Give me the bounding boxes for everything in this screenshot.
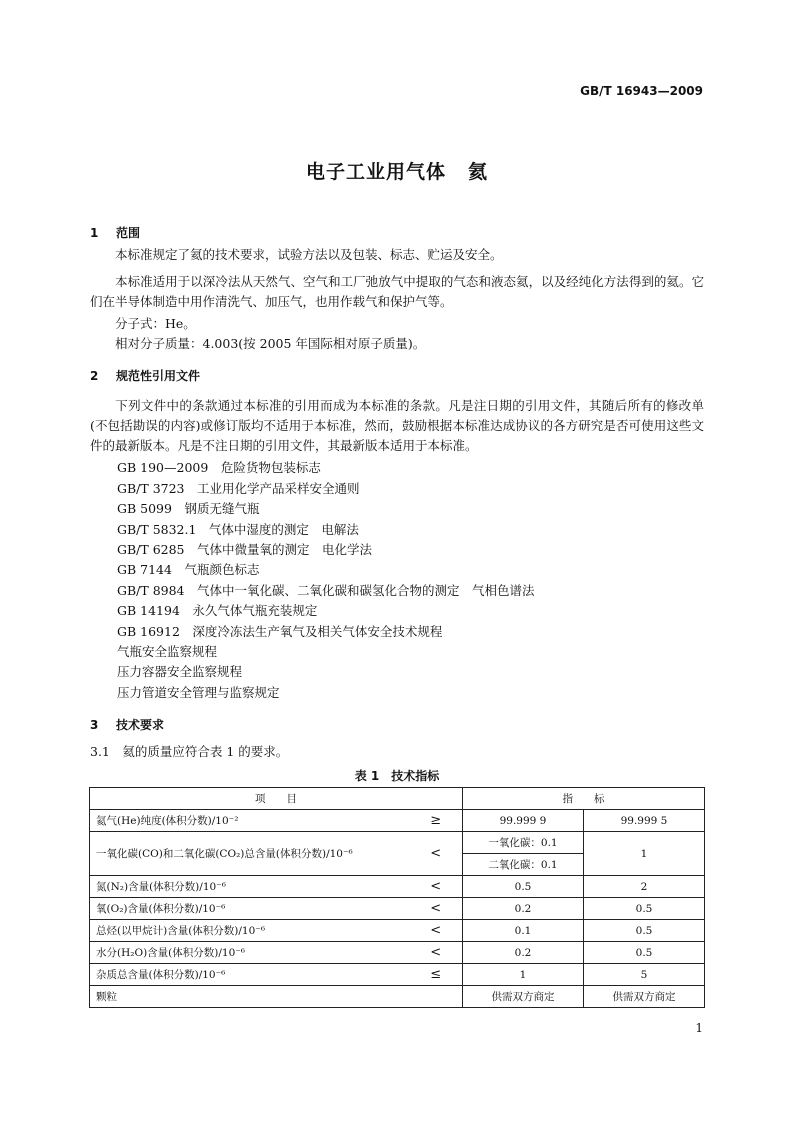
ref-item: GB/T 3723 工业用化学产品采样安全通则 (117, 481, 360, 496)
section-1-heading: 1 范围 (90, 226, 141, 240)
table-header-row (90, 788, 705, 810)
ref-item: GB/T 5832.1 气体中湿度的测定 电解法 (117, 522, 359, 537)
standard-code: GB/T 16943—2009 (580, 84, 703, 98)
scope-para-2: 本标准适用于以深冷法从天然气、空气和工厂弛放气中提取的气态和液态氦，以及经纯化方法得到的氦。它们在半导体制造中用作清洗气、加压气，也用作载气和保护气等。 (90, 274, 704, 309)
table-row: 颗粒 供需双方商定 供需双方商定 (90, 986, 705, 1008)
header-index: 指 标 (463, 788, 705, 810)
scope-para-1: 本标准规定了氦的技术要求，试验方法以及包装、标志、贮运及安全。 (115, 247, 503, 262)
scope-molar-mass: 相对分子质量：4.003(按 2005 年国际相对原子质量)。 (115, 336, 426, 351)
ref-item: 气瓶安全监察规程 (117, 644, 218, 659)
table-row: 氦气(He)纯度(体积分数)/10⁻² ≥ 99.999 9 99.999 5 (90, 810, 705, 832)
ref-item: 压力管道安全管理与监察规定 (117, 685, 280, 700)
table-row: 杂质总含量(体积分数)/10⁻⁶ ≤ 1 5 (90, 964, 705, 986)
clause-3-1: 3.1 氦的质量应符合表 1 的要求。 (90, 744, 289, 759)
page-number: 1 (695, 1021, 703, 1035)
table-row: 一氧化碳(CO)和二氧化碳(CO₂)总含量(体积分数)/10⁻⁶ < 一氧化碳：0.1 1 (90, 832, 705, 854)
ref-item: GB 14194 永久气体气瓶充装规定 (117, 603, 318, 618)
table-caption: 表 1 技术指标 (354, 769, 440, 783)
ref-item: GB 7144 气瓶颜色标志 (117, 562, 260, 577)
ref-item: GB/T 8984 气体中一氧化碳、二氧化碳和碳氢化合物的测定 气相色谱法 (117, 583, 535, 598)
table-row: 二氧化碳：0.1 (90, 854, 705, 876)
table-row: 氧(O₂)含量(体积分数)/10⁻⁶ < 0.2 0.5 (90, 898, 705, 920)
ref-item: GB 16912 深度冷冻法生产氧气及相关气体安全技术规程 (117, 624, 443, 639)
spec-table (89, 787, 705, 1008)
scope-formula: 分子式：He。 (115, 316, 196, 331)
ref-item: GB 5099 钢质无缝气瓶 (117, 501, 260, 516)
refs-intro: 下列文件中的条款通过本标准的引用而成为本标准的条款。凡是注日期的引用文件，其随后所有的修改单(不包括勘误的内容)或修订版均不适用于本标准，然而，鼓励根据本标准达成协议的各方研究是否可使用这些文件的最新版本。凡是不注日期的引用文件，其最新版本适用于本标准。 (90, 398, 704, 453)
page-title (0, 157, 794, 184)
table-row: 水分(H₂O)含量(体积分数)/10⁻⁶ < 0.2 0.5 (90, 942, 705, 964)
title-gas: 氦 (468, 161, 489, 183)
section-3-heading: 3 技术要求 (90, 718, 165, 732)
ref-item: GB 190—2009 危险货物包装标志 (117, 460, 321, 475)
ref-item: 压力容器安全监察规程 (117, 664, 243, 679)
header-item: 项 目 (90, 788, 463, 810)
table-row: 氮(N₂)含量(体积分数)/10⁻⁶ < 0.5 2 (90, 876, 705, 898)
title-main: 电子工业用气体 (305, 161, 446, 183)
ref-item: GB/T 6285 气体中微量氧的测定 电化学法 (117, 542, 373, 557)
table-row: 总烃(以甲烷计)含量(体积分数)/10⁻⁶ < 0.1 0.5 (90, 920, 705, 942)
section-2-heading: 2 规范性引用文件 (90, 369, 201, 383)
